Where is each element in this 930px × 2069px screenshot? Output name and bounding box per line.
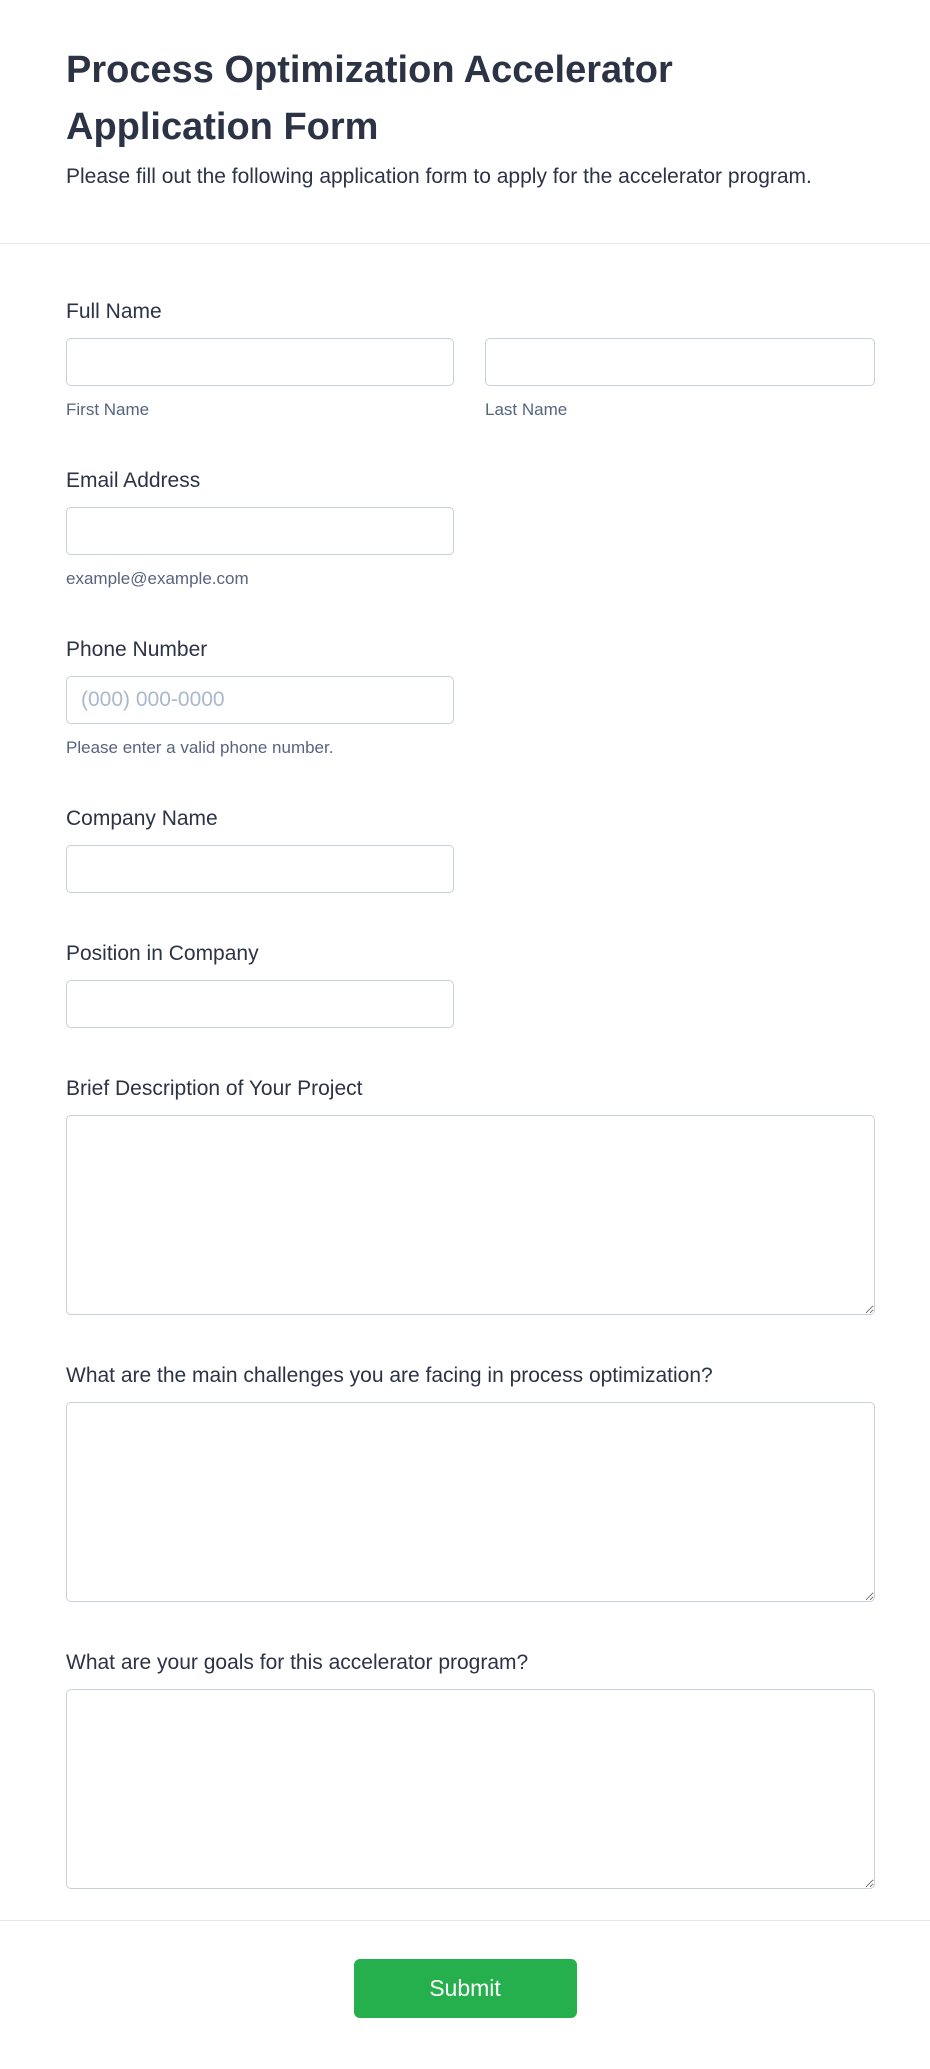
form-subtitle: Please fill out the following application form to apply for the accelerator program. <box>66 165 812 188</box>
challenges-label: What are the main challenges you are facing in process optimization? <box>66 1364 713 1387</box>
challenges-textarea[interactable] <box>66 1402 875 1602</box>
position-label: Position in Company <box>66 942 259 965</box>
goals-control <box>66 1689 875 1889</box>
field-position <box>66 943 875 1028</box>
application-form <box>0 301 930 2069</box>
phone-control <box>66 676 875 758</box>
first-name-input[interactable] <box>66 338 454 386</box>
last-name-sublabel: Last Name <box>485 400 568 419</box>
company-input[interactable] <box>66 845 454 893</box>
header-divider <box>0 243 930 244</box>
goals-label: What are your goals for this accelerator program? <box>66 1651 529 1674</box>
field-full-name <box>66 301 875 420</box>
project-description-label: Brief Description of Your Project <box>66 1077 363 1100</box>
phone-sublabel: Please enter a valid phone number. <box>66 738 334 757</box>
project-description-textarea[interactable] <box>66 1115 875 1315</box>
last-name-column <box>485 338 875 420</box>
goals-textarea[interactable] <box>66 1689 875 1889</box>
position-control <box>66 980 875 1028</box>
email-control <box>66 507 875 589</box>
project-description-control <box>66 1115 875 1315</box>
company-label: Company Name <box>66 807 218 830</box>
email-input[interactable] <box>66 507 454 555</box>
submit-section <box>0 1920 930 2069</box>
submit-button[interactable]: Submit <box>354 1959 577 2018</box>
fields-container <box>0 301 930 1889</box>
phone-label: Phone Number <box>66 638 208 661</box>
position-input[interactable] <box>66 980 454 1028</box>
company-control <box>66 845 875 893</box>
field-email <box>66 470 875 589</box>
field-challenges <box>66 1365 875 1602</box>
field-goals <box>66 1652 875 1889</box>
field-project-description <box>66 1078 875 1315</box>
full-name-label: Full Name <box>66 300 162 323</box>
full-name-inputs-row <box>66 338 875 420</box>
email-sublabel: example@example.com <box>66 569 249 588</box>
last-name-input[interactable] <box>485 338 875 386</box>
first-name-column <box>66 338 454 420</box>
form-title: Process Optimization Accelerator Application Form <box>66 49 673 148</box>
first-name-sublabel: First Name <box>66 400 150 419</box>
form-header <box>0 0 930 243</box>
field-company <box>66 808 875 893</box>
email-label: Email Address <box>66 469 201 492</box>
field-phone <box>66 639 875 758</box>
phone-input[interactable] <box>66 676 454 724</box>
challenges-control <box>66 1402 875 1602</box>
